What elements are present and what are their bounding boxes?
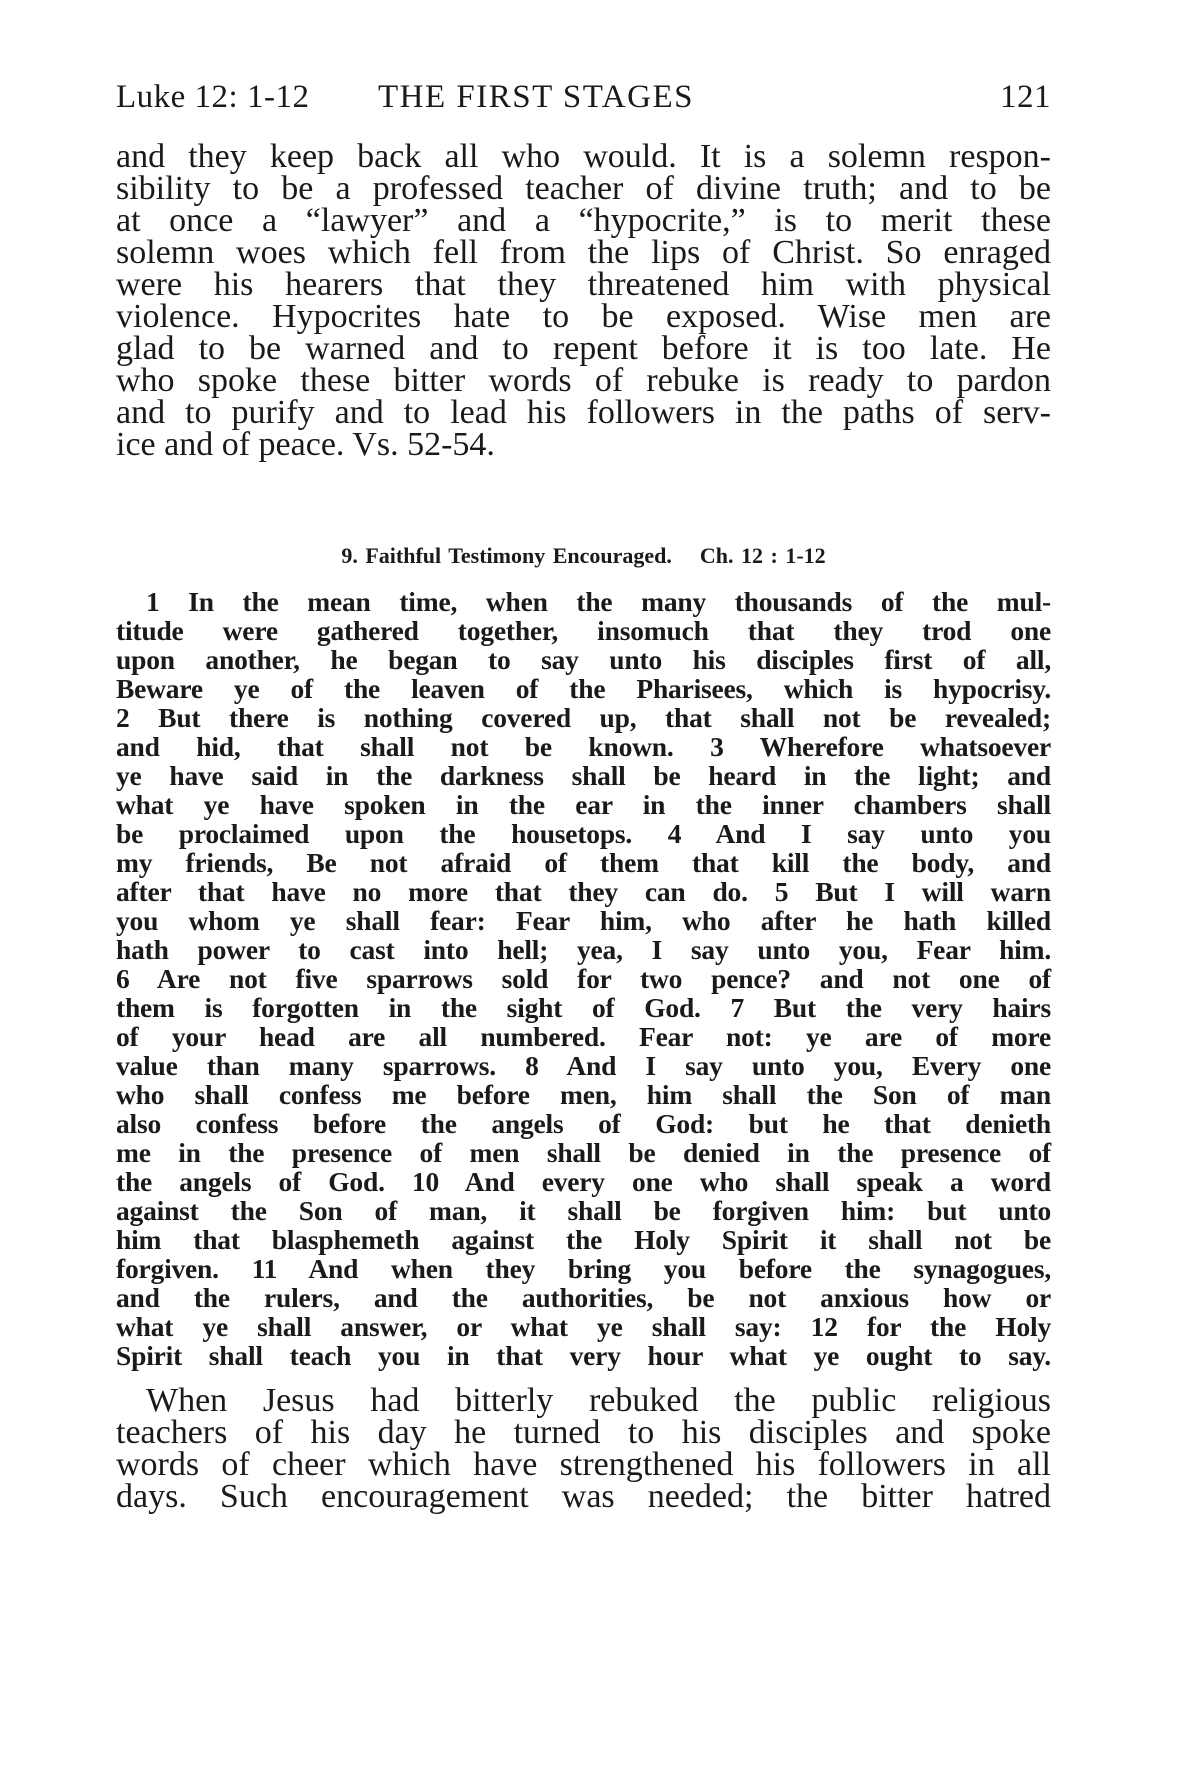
text-line: at once a “lawyer” and a “hypocrite,” is to merit these [116, 202, 1051, 239]
text-line: and to purify and to lead his followers in the paths of serv- [116, 394, 1051, 431]
running-header [116, 72, 1051, 122]
header-title: THE FIRST STAGES [378, 79, 694, 115]
verse-line: him that blasphemeth against the Holy Spirit it shall not be [116, 1224, 1051, 1255]
verse-line: the angels of God. 10 And every one who shall speak a word [116, 1166, 1051, 1197]
text-line: who spoke these bitter words of rebuke is ready to pardon [116, 362, 1051, 399]
verse-line: Beware ye of the leaven of the Pharisees, which is hypocrisy. [116, 673, 1051, 704]
section-reference: Ch. 12 : 1-12 [699, 543, 826, 568]
text-line: ice and of peace. Vs. 52-54. [116, 426, 495, 463]
verse-line: upon another, he began to say unto his disciples first of all, [116, 644, 1051, 675]
text-line: violence. Hypocrites hate to be exposed. Wise men are [116, 298, 1051, 335]
text-line: teachers of his day he turned to his disciples and spoke [116, 1414, 1051, 1451]
verse-line: them is forgotten in the sight of God. 7 But the very hairs [116, 992, 1051, 1023]
verse-line: what ye shall answer, or what ye shall say: 12 for the Holy [116, 1311, 1051, 1342]
header-reference: Luke 12: 1-12 [116, 79, 310, 115]
text-line: When Jesus had bitterly rebuked the public religious [146, 1382, 1051, 1419]
text-line: were his hearers that they threatened him with physical [116, 266, 1051, 303]
text-line: and they keep back all who would. It is a solemn respon- [116, 138, 1051, 175]
verse-line: and hid, that shall not be known. 3 Wherefore whatsoever [116, 731, 1051, 762]
verse-line: ye have said in the darkness shall be heard in the light; and [116, 760, 1051, 791]
verse-line: 6 Are not five sparrows sold for two pence? and not one of [116, 963, 1051, 994]
verse-line: against the Son of man, it shall be forgiven him: but unto [116, 1195, 1051, 1226]
section-title: 9. Faithful Testimony Encouraged. [341, 543, 672, 568]
verse-line: me in the presence of men shall be denied in the presence of [116, 1137, 1051, 1168]
text-line: days. Such encouragement was needed; the bitter hatred [116, 1478, 1051, 1515]
verse-line: my friends, Be not afraid of them that kill the body, and [116, 847, 1051, 878]
verse-line: 2 But there is nothing covered up, that shall not be revealed; [116, 702, 1051, 733]
verse-line: of your head are all numbered. Fear not: ye are of more [116, 1021, 1051, 1052]
text-line: words of cheer which have strengthened his followers in all [116, 1446, 1051, 1483]
verse-line: after that have no more that they can do. 5 But I will warn [116, 876, 1051, 907]
verse-line: be proclaimed upon the housetops. 4 And I say unto you [116, 818, 1051, 849]
text-line: glad to be warned and to repent before it is too late. He [116, 330, 1051, 367]
verse-line: who shall confess me before men, him shall the Son of man [116, 1079, 1051, 1110]
text-line: sibility to be a professed teacher of divine truth; and to be [116, 170, 1051, 207]
verse-line: you whom ye shall fear: Fear him, who after he hath killed [116, 905, 1051, 936]
verse-line: titude were gathered together, insomuch that they trod one [116, 615, 1051, 646]
verse-line: 1 In the mean time, when the many thousands of the mul- [146, 586, 1051, 617]
verse-line: forgiven. 11 And when they bring you before the synagogues, [116, 1253, 1051, 1284]
verse-line: Spirit shall teach you in that very hour what ye ought to say. [116, 1340, 1051, 1371]
page-number: 121 [1000, 79, 1051, 115]
section-heading [116, 540, 1051, 572]
verse-line: what ye have spoken in the ear in the inner chambers shall [116, 789, 1051, 820]
verse-line: hath power to cast into hell; yea, I say unto you, Fear him. [116, 934, 1051, 965]
text-line: solemn woes which fell from the lips of Christ. So enraged [116, 234, 1051, 271]
verse-line: value than many sparrows. 8 And I say unto you, Every one [116, 1050, 1051, 1081]
verse-line: and the rulers, and the authorities, be not anxious how or [116, 1282, 1051, 1313]
verse-line: also confess before the angels of God: but he that denieth [116, 1108, 1051, 1139]
